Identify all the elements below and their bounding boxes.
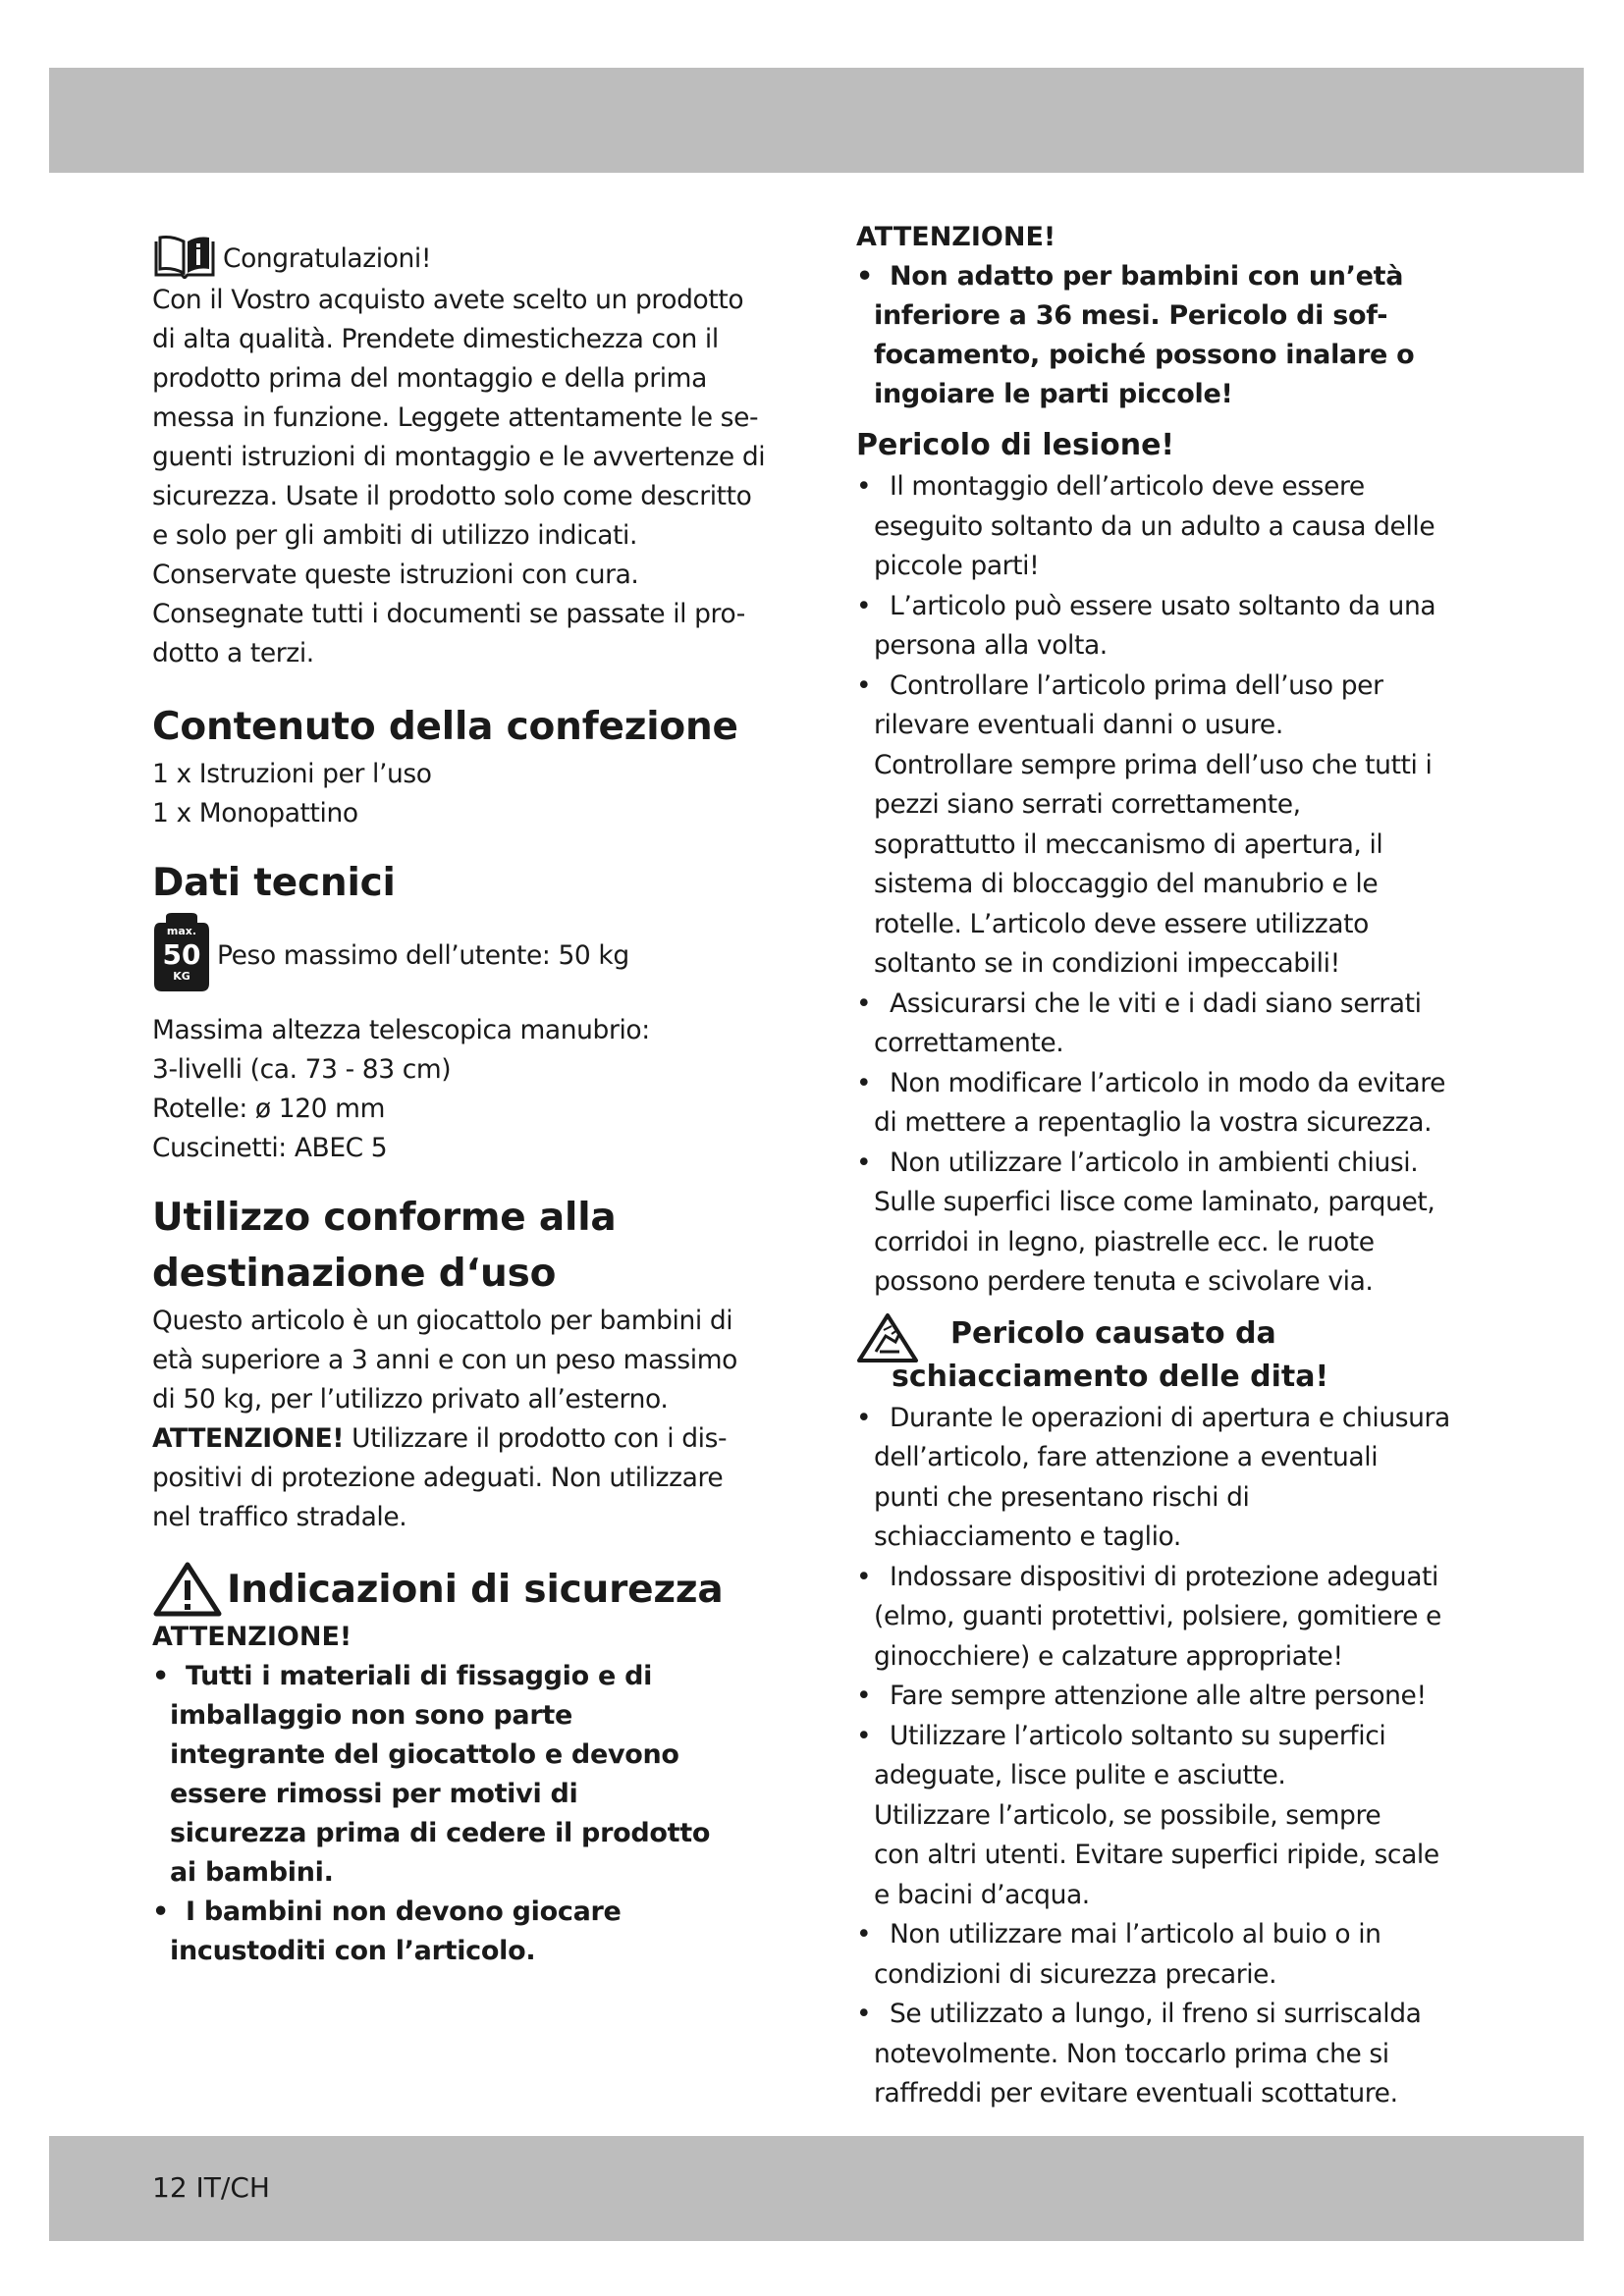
tech-line: 3-livelli (ca. 73 - 83 cm)	[152, 1054, 452, 1085]
right-caution-list	[856, 257, 1494, 414]
intro-line: di alta qualità. Prendete dimestichezza con il	[152, 324, 719, 354]
use-warning-text: Utilizzare il prodotto con i dis-	[344, 1423, 728, 1454]
header-band	[49, 68, 1584, 173]
intro-line: guenti istruzioni di montaggio e le avvertenze di	[152, 442, 766, 472]
use-title	[152, 1190, 781, 1302]
injury-title: Pericolo di lesione!	[856, 428, 1175, 462]
intro-line: sicurezza. Usate il prodotto solo come descritto	[152, 481, 752, 511]
footer-band	[49, 2136, 1584, 2241]
list-item: • I bambini non devono giocare incustoditi con l’articolo.	[152, 1893, 781, 1971]
intro-line: e solo per gli ambiti di utilizzo indicati.	[152, 520, 638, 551]
svg-text:50: 50	[162, 938, 201, 971]
contents-title: Contenuto della confezione	[152, 705, 738, 749]
use-line: nel traffico stradale.	[152, 1502, 407, 1532]
right-caution: ATTENZIONE!	[856, 222, 1056, 252]
list-item: • Utilizzare l’articolo soltanto su superfici adeguate, lisce pulite e asciutte. Utilizzare l’articolo, se possibile, sempre con altri utenti. Evitare superfici ripide, scale e bacini d’acqua.	[856, 1717, 1494, 1916]
crush-list	[856, 1399, 1494, 2114]
list-item: • Non utilizzare mai l’articolo al buio o in condizioni di sicurezza precarie.	[856, 1915, 1494, 1995]
intro-heading: Congratulazioni!	[223, 243, 432, 274]
info-book-icon	[152, 234, 217, 279]
crush-title-line-2: schiacciamento delle dita!	[892, 1359, 1329, 1394]
safety-list	[152, 1657, 781, 1971]
safety-title-row	[152, 1561, 781, 1618]
intro-heading-row	[152, 234, 781, 279]
use-line: età superiore a 3 anni e con un peso massimo	[152, 1345, 737, 1375]
contents-item: 1 x Monopattino	[152, 798, 358, 828]
tech-title: Dati tecnici	[152, 861, 396, 905]
injury-list	[856, 467, 1494, 1303]
svg-text:max.: max.	[166, 925, 197, 937]
use-line: di 50 kg, per l’utilizzo privato all’esterno.	[152, 1384, 669, 1415]
use-title-line-1: Utilizzo conforme alla	[152, 1196, 617, 1240]
left-column	[152, 234, 781, 1971]
list-item: • Tutti i materiali di fissaggio e di imballaggio non sono parte integrante del giocattolo e devono essere rimossi per motivi di sicurezza prima di cedere il prodotto ai bambini.	[152, 1657, 781, 1893]
page-number: 12 IT/CH	[152, 2171, 270, 2204]
use-warning-label: ATTENZIONE!	[152, 1423, 345, 1454]
list-item: • Durante le operazioni di apertura e chiusura dell’articolo, fare attenzione a eventuali punti che presentano rischi di schiacciamento e taglio.	[856, 1399, 1494, 1558]
intro-line: Con il Vostro acquisto avete scelto un prodotto	[152, 285, 744, 315]
contents-item: 1 x Istruzioni per l’uso	[152, 759, 432, 789]
list-item: • Non utilizzare l’articolo in ambienti chiusi. Sulle superfici lisce come laminato, parquet, corridoi in legno, piastrelle ecc. le ruote possono perdere tenuta e scivolare via.	[856, 1144, 1494, 1303]
max-weight-row	[152, 913, 781, 991]
use-line: Questo articolo è un giocattolo per bambini di	[152, 1306, 733, 1336]
intro-line: messa in funzione. Leggete attentamente le se-	[152, 402, 759, 433]
list-item: • Se utilizzato a lungo, il freno si surriscalda notevolmente. Non toccarlo prima che si raffreddi per evitare eventuali scottature.	[856, 1995, 1494, 2114]
list-item: • Controllare l’articolo prima dell’uso per rilevare eventuali danni o usure. Controllare sempre prima dell’uso che tutti i pezzi siano serrati correttamente, soprattutto il meccanismo di apertura, il sistema di bloccaggio del manubrio e le rotelle. L’articolo deve essere utilizzato soltanto se in condizioni impeccabili!	[856, 667, 1494, 985]
tech-line: Rotelle: ø 120 mm	[152, 1094, 385, 1124]
use-title-line-2: destinazione d‘uso	[152, 1252, 557, 1296]
tech-line: Massima altezza telescopica manubrio:	[152, 1015, 650, 1045]
svg-text:KG: KG	[173, 970, 190, 983]
use-warning-line	[152, 1419, 781, 1459]
intro-line: dotto a terzi.	[152, 638, 314, 668]
list-item: • Non adatto per bambini con un’età inferiore a 36 mesi. Pericolo di sof- focamento, poiché possono inalare o ingoiare le parti piccole!	[856, 257, 1494, 414]
list-item: • Il montaggio dell’articolo deve essere eseguito soltanto da un adulto a causa delle piccole parti!	[856, 467, 1494, 587]
crush-title-line-1: Pericolo causato da	[950, 1315, 1276, 1351]
use-line: positivi di protezione adeguati. Non utilizzare	[152, 1463, 724, 1493]
intro-line: Conservate queste istruzioni con cura.	[152, 560, 639, 590]
list-item: • Fare sempre attenzione alle altre persone!	[856, 1677, 1494, 1717]
crush-title-block	[856, 1312, 1494, 1399]
tech-lines	[152, 1011, 781, 1168]
max-user-weight: Peso massimo dell’utente: 50 kg	[217, 940, 629, 971]
list-item: • Non modificare l’articolo in modo da evitare di mettere a repentaglio la vostra sicurezza.	[856, 1064, 1494, 1144]
intro-line: Consegnate tutti i documenti se passate il pro-	[152, 599, 745, 629]
intro-line: prodotto prima del montaggio e della prima	[152, 363, 707, 394]
right-column	[856, 218, 1494, 2114]
safety-title: Indicazioni di sicurezza	[227, 1567, 724, 1612]
tech-line: Cuscinetti: ABEC 5	[152, 1133, 388, 1163]
warning-triangle-icon	[152, 1561, 223, 1618]
list-item: • Indossare dispositivi di protezione adeguati (elmo, guanti protettivi, polsiere, gomitiere e ginocchiere) e calzature appropriate!	[856, 1558, 1494, 1678]
intro-text	[152, 281, 781, 673]
list-item: • Assicurarsi che le viti e i dadi siano serrati correttamente.	[856, 985, 1494, 1064]
safety-caution: ATTENZIONE!	[152, 1622, 352, 1652]
max-weight-50kg-icon	[152, 913, 211, 991]
list-item: • L’articolo può essere usato soltanto da una persona alla volta.	[856, 587, 1494, 667]
